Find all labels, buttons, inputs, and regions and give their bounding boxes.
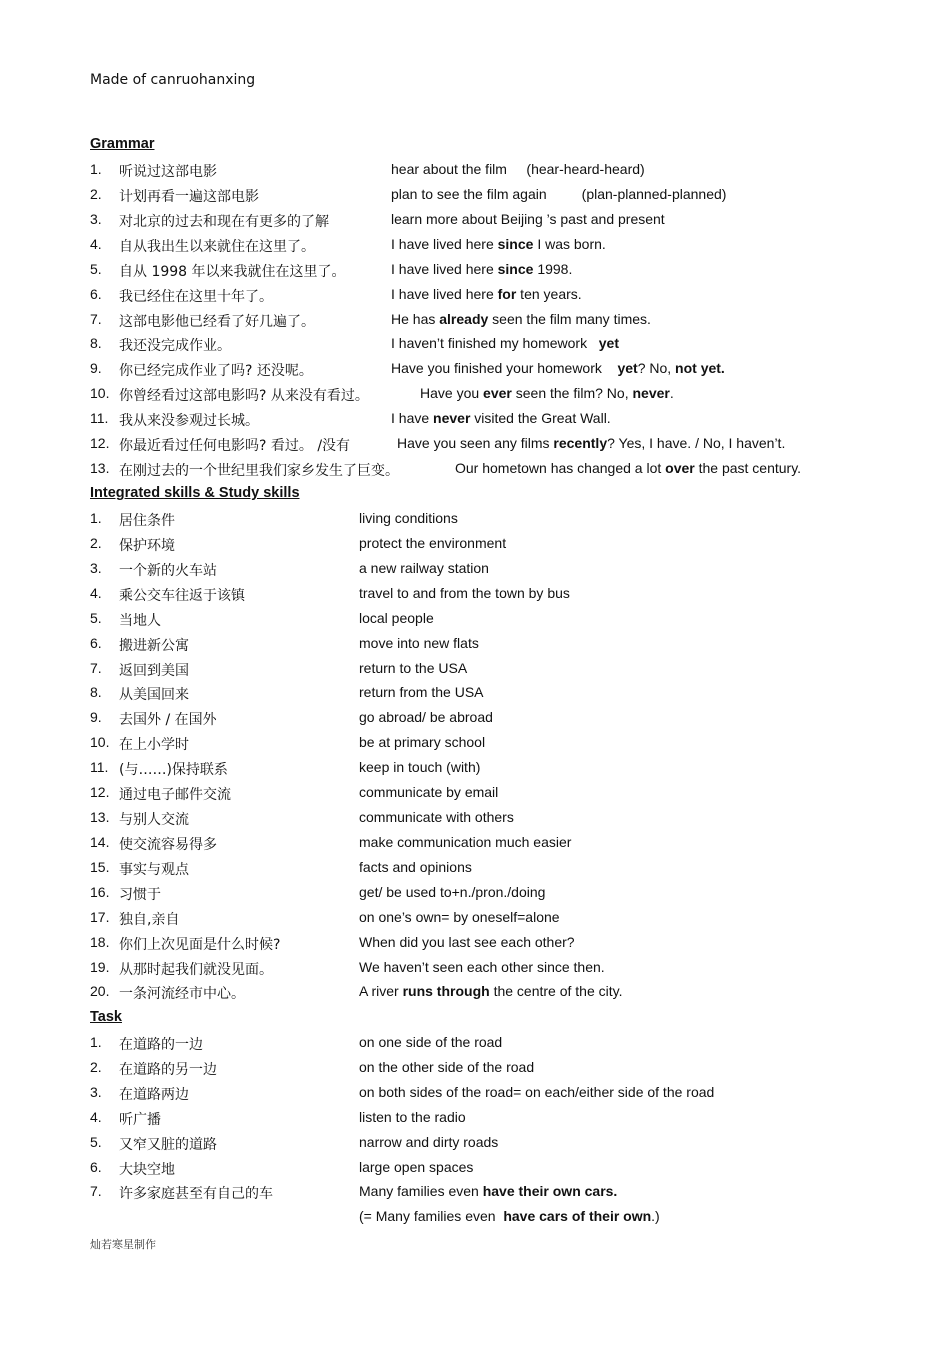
integrated-skills-heading: Integrated skills & Study skills (90, 485, 300, 501)
english-phrase (359, 784, 498, 800)
phrase-segment: living conditions (359, 510, 458, 526)
english-phrase (359, 959, 605, 975)
english-phrase (391, 311, 651, 327)
phrase-segment: Have you seen any films (397, 435, 554, 452)
item-number: 12. (90, 435, 110, 452)
item-number: 6. (90, 1158, 102, 1175)
item-number: 10. (90, 734, 110, 751)
phrase-segment: the centre of the city. (489, 983, 623, 1000)
item-number: 3. (90, 1083, 102, 1100)
item-number: 1. (90, 510, 102, 526)
english-phrase (359, 1034, 502, 1050)
phrase-segment: visited the Great Wall. (470, 410, 611, 427)
phrase-segment: move into new flats (359, 634, 479, 651)
english-phrase (359, 684, 484, 700)
item-number: 14. (90, 833, 110, 850)
phrase-segment: large open spaces (359, 1158, 474, 1175)
english-phrase (359, 535, 506, 551)
keyword: yet (617, 360, 638, 377)
english-phrase (391, 161, 645, 177)
english-phrase (359, 909, 560, 925)
chinese-phrase: 通过电子邮件交流 (119, 787, 231, 804)
phrase-segment: travel to and from the town by bus (359, 584, 570, 601)
grammar-heading: Grammar (90, 136, 155, 152)
chinese-phrase: 对北京的过去和现在有更多的了解 (119, 213, 329, 230)
phrase-segment: I have lived here (391, 260, 498, 277)
chinese-phrase: 在道路的一边 (119, 1037, 203, 1053)
chinese-phrase: 在道路两边 (119, 1086, 189, 1103)
phrase-segment: Have you (420, 385, 484, 402)
phrase-segment: make communication much easier (359, 833, 572, 850)
item-number: 8. (90, 335, 102, 352)
phrase-segment: . (669, 385, 674, 402)
phrase-segment: communicate by email (359, 784, 499, 801)
english-phrase (359, 1059, 534, 1075)
item-number: 12. (90, 784, 110, 801)
item-number: 13. (90, 809, 110, 826)
phrase-segment: 1998. (533, 260, 573, 277)
phrase-segment: on one side of the road (359, 1034, 503, 1050)
english-phrase (359, 1134, 498, 1150)
english-phrase (391, 360, 725, 376)
keyword: ever (483, 385, 512, 402)
item-number: 1. (90, 1034, 102, 1050)
phrase-segment: plan to see the film again (plan-planned-planned) (391, 185, 727, 202)
chinese-phrase: 居住条件 (119, 513, 175, 529)
chinese-phrase: 从那时起我们就没见面。 (119, 961, 273, 978)
phrase-segment: I haven’t finished my homework (391, 335, 599, 352)
item-number: 2. (90, 185, 102, 202)
phrase-segment: on the other side of the road (359, 1058, 535, 1075)
english-phrase (359, 1109, 466, 1125)
english-phrase (359, 635, 479, 651)
keyword: have cars of their own (503, 1208, 652, 1225)
phrase-segment: Many families even (359, 1183, 483, 1200)
phrase-segment: seen the film? No, (511, 385, 633, 402)
english-phrase (359, 809, 514, 825)
item-number: 11. (90, 410, 109, 427)
english-phrase (391, 236, 606, 252)
chinese-phrase: 你已经完成作业了吗? 还没呢。 (119, 363, 313, 380)
keyword: since (497, 235, 534, 252)
chinese-phrase: 使交流容易得多 (119, 836, 217, 853)
chinese-phrase: 我已经住在这里十年了。 (119, 288, 273, 305)
page-header: Made of canruohanxing (90, 72, 256, 88)
phrase-segment: learn more about Beijing ’s past and present (391, 210, 665, 227)
english-phrase (359, 610, 434, 626)
item-number: 1. (90, 161, 102, 177)
phrase-segment: We haven’t seen each other since then. (359, 958, 605, 975)
phrase-segment: I have lived here (391, 285, 498, 302)
item-number: 2. (90, 534, 102, 551)
chinese-phrase: 在道路的另一边 (119, 1061, 217, 1078)
english-phrase (391, 261, 572, 277)
item-number: 15. (90, 858, 110, 875)
keyword: since (497, 260, 534, 277)
keyword: never (433, 410, 471, 427)
phrase-segment: facts and opinions (359, 858, 472, 875)
english-phrase (359, 759, 480, 775)
item-number: 6. (90, 634, 102, 651)
chinese-phrase: 你们上次见面是什么时候? (119, 936, 281, 953)
chinese-phrase: 大块空地 (119, 1161, 175, 1178)
item-number: 16. (90, 883, 110, 900)
item-number: 9. (90, 709, 102, 726)
chinese-phrase: 听广播 (119, 1111, 161, 1128)
phrase-segment: on one’s own= by oneself=alone (359, 908, 560, 925)
keyword: over (665, 460, 695, 477)
chinese-phrase: 习惯于 (119, 886, 161, 903)
item-number: 19. (90, 958, 110, 975)
item-number: 10. (90, 385, 110, 402)
page-footer: 灿若寒星制作 (90, 1238, 156, 1251)
chinese-phrase: 听说过这部电影 (119, 164, 217, 180)
english-phrase (359, 660, 467, 676)
item-number: 4. (90, 235, 102, 252)
english-phrase (359, 585, 570, 601)
phrase-segment: I have lived here (391, 235, 498, 252)
chinese-phrase: 一个新的火车站 (119, 562, 217, 579)
chinese-phrase: 你曾经看过这部电影吗? 从来没有看过。 (119, 388, 369, 405)
english-phrase (391, 286, 582, 302)
chinese-phrase: 自从我出生以来就住在这里了。 (119, 238, 315, 255)
chinese-phrase: 自从 1998 年以来我就住在这里了。 (119, 263, 346, 280)
english-phrase (359, 983, 623, 999)
item-number: 9. (90, 360, 102, 377)
item-number: 5. (90, 609, 102, 626)
chinese-phrase: 在上小学时 (119, 737, 189, 754)
item-number: 4. (90, 584, 102, 601)
item-number: 4. (90, 1108, 102, 1125)
phrase-segment: the past century. (694, 460, 802, 477)
chinese-phrase: 你最近看过任何电影吗? 看过。 /没有 (119, 438, 351, 455)
item-number: 3. (90, 210, 102, 227)
english-phrase (359, 1159, 473, 1175)
chinese-phrase: 去国外 / 在国外 (119, 712, 217, 729)
phrase-segment: go abroad/ be abroad (359, 709, 493, 726)
phrase-segment: a new railway station (359, 559, 489, 576)
phrase-segment: He has (391, 310, 440, 327)
keyword: never (632, 385, 670, 402)
chinese-phrase: 在刚过去的一个世纪里我们家乡发生了巨变。 (119, 463, 399, 480)
chinese-phrase: 与别人交流 (119, 812, 189, 829)
phrase-segment: return to the USA (359, 659, 468, 676)
chinese-phrase: 独自,亲自 (119, 911, 180, 928)
item-number: 3. (90, 559, 102, 576)
english-phrase (455, 460, 801, 476)
english-phrase (359, 560, 489, 576)
item-number: 13. (90, 460, 110, 477)
english-phrase (391, 335, 619, 351)
chinese-phrase: 又窄又脏的道路 (119, 1136, 217, 1153)
task-heading: Task (90, 1009, 122, 1025)
chinese-phrase: 一条河流经市中心。 (119, 986, 245, 1003)
chinese-phrase: 计划再看一遍这部电影 (119, 188, 259, 205)
chinese-phrase: 我从来没参观过长城。 (119, 413, 259, 430)
keyword: not yet. (675, 360, 725, 377)
item-number: 2. (90, 1058, 102, 1075)
phrase-segment: seen the film many times. (488, 310, 651, 327)
chinese-phrase: 许多家庭甚至有自己的车 (119, 1186, 273, 1203)
phrase-segment: Our hometown has changed a lot (455, 460, 666, 477)
english-phrase (391, 410, 611, 426)
keyword: yet (598, 335, 619, 352)
phrase-segment: protect the environment (359, 534, 507, 551)
keyword: already (439, 310, 489, 327)
phrase-segment: be at primary school (359, 734, 486, 751)
phrase-segment: keep in touch (with) (359, 759, 481, 776)
english-phrase (359, 1084, 714, 1100)
item-number: 20. (90, 983, 110, 1000)
phrase-segment: listen to the radio (359, 1108, 466, 1125)
chinese-phrase: 从美国回来 (119, 687, 189, 704)
phrase-segment: Have you finished your homework (391, 360, 618, 377)
phrase-segment: ten years. (516, 285, 582, 302)
phrase-segment: ? No, (637, 360, 676, 377)
english-phrase (359, 1183, 617, 1199)
phrase-segment: When did you last see each other? (359, 933, 575, 950)
english-phrase (359, 859, 472, 875)
phrase-segment: return from the USA (359, 684, 484, 701)
chinese-phrase: 事实与观点 (119, 861, 189, 878)
item-number: 7. (90, 659, 102, 676)
chinese-phrase: 我还没完成作业。 (119, 338, 231, 355)
phrase-segment: .) (651, 1208, 660, 1225)
phrase-segment: A river (359, 983, 403, 1000)
phrase-segment: local people (359, 609, 434, 626)
phrase-segment: on both sides of the road= on each/either side of the road (359, 1083, 715, 1100)
chinese-phrase: 这部电影他已经看了好几遍了。 (119, 313, 315, 330)
item-number: 5. (90, 260, 102, 277)
english-phrase (359, 834, 571, 850)
keyword: recently (553, 435, 608, 452)
english-phrase (359, 734, 485, 750)
chinese-phrase: 当地人 (119, 612, 161, 629)
keyword: have their own cars. (482, 1183, 618, 1200)
phrase-segment: I have (391, 410, 434, 427)
phrase-segment: narrow and dirty roads (359, 1133, 499, 1150)
english-phrase (359, 709, 493, 725)
item-number: 7. (90, 1183, 102, 1200)
english-phrase (359, 934, 575, 950)
item-number: 11. (90, 759, 109, 776)
item-number: 6. (90, 285, 102, 302)
keyword: for (497, 285, 517, 302)
phrase-segment: hear about the film (hear-heard-heard) (391, 161, 645, 177)
english-phrase (420, 385, 674, 401)
item-number: 7. (90, 310, 102, 327)
item-number: 8. (90, 684, 102, 701)
english-phrase (391, 211, 665, 227)
chinese-phrase: (与……)保持联系 (119, 762, 228, 779)
phrase-segment: ? Yes, I have. / No, I haven’t. (607, 435, 786, 452)
chinese-phrase: 搬进新公寓 (119, 637, 189, 654)
english-phrase (359, 884, 545, 900)
phrase-segment: get/ be used to+n./pron./doing (359, 883, 546, 900)
item-number: 18. (90, 933, 110, 950)
english-phrase (359, 510, 458, 526)
phrase-segment: (= Many families even (359, 1208, 504, 1225)
keyword: runs through (402, 983, 490, 1000)
item-number: 5. (90, 1133, 102, 1150)
phrase-segment: I was born. (533, 235, 606, 252)
item-number: 17. (90, 908, 110, 925)
english-phrase (391, 186, 726, 202)
chinese-phrase: 返回到美国 (119, 662, 189, 679)
english-phrase (397, 435, 785, 451)
english-phrase (359, 1208, 660, 1224)
chinese-phrase: 保护环境 (119, 537, 175, 554)
chinese-phrase: 乘公交车往返于该镇 (119, 587, 245, 604)
phrase-segment: communicate with others (359, 809, 514, 826)
